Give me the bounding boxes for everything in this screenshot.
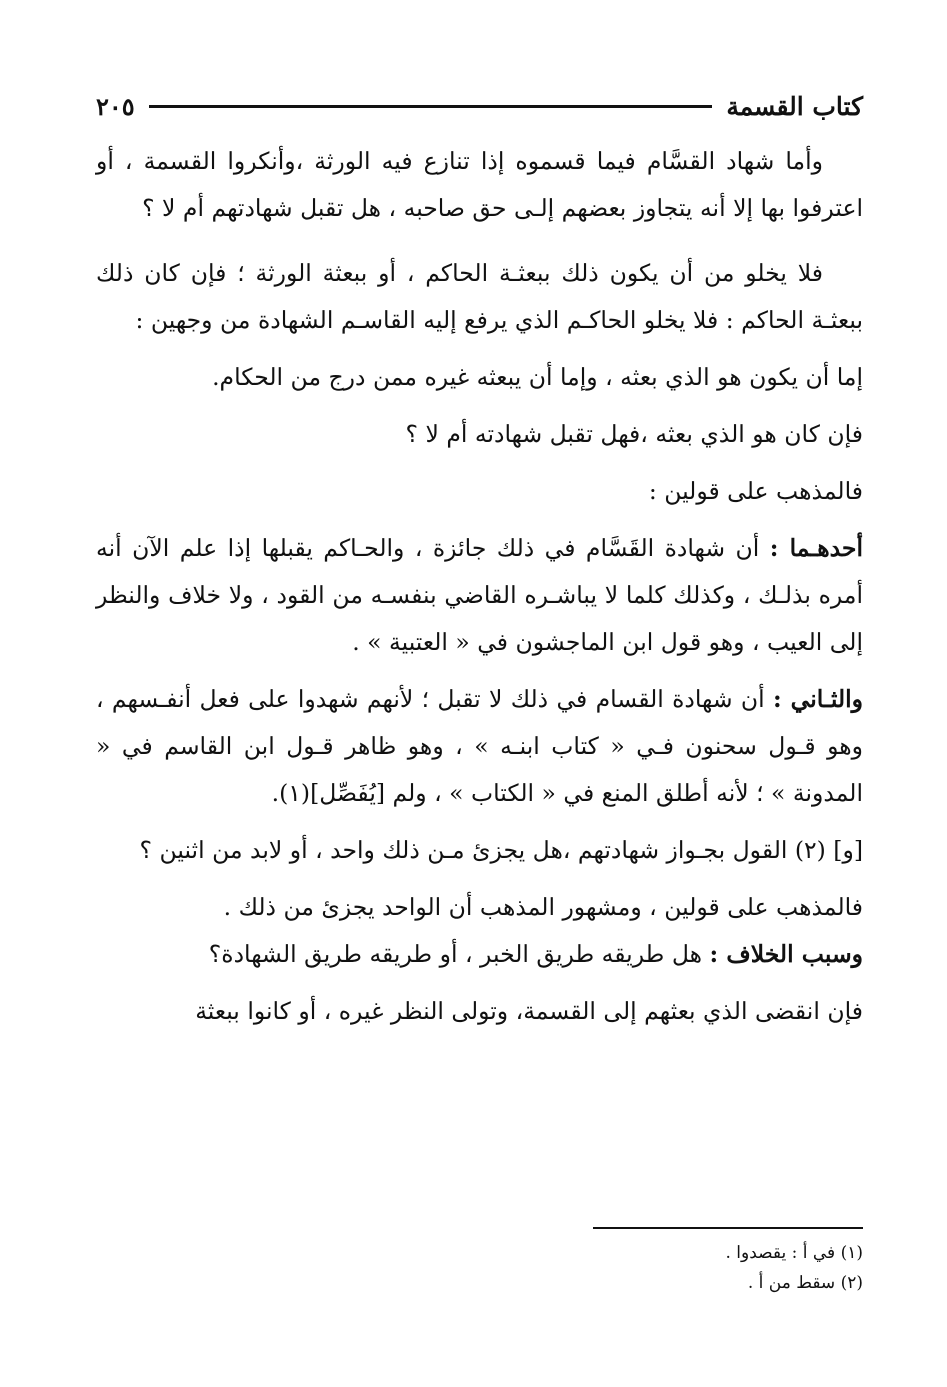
paragraph: إما أن يكون هو الذي بعثه ، وإما أن يبعثه غيره ممن درج من الحكام. xyxy=(212,363,863,391)
header-rule xyxy=(149,105,713,108)
paragraph-second-opinion xyxy=(96,676,863,817)
footnotes xyxy=(263,1238,863,1298)
paragraph: فلا يخلو من أن يكون ذلك ببعثـة الحاكم ، أو ببعثة الورثة ؛ فإن كان ذلك ببعثـة الحاكم : فلا يخلو الحاكـم الذي يرفع إليه القاسـم الشهادة من وجهين : xyxy=(96,259,863,334)
paragraph: [و] (٢) القول بجـواز شهادتهم ،هل يجزئ مـن ذلك واحد ، أو لابد من اثنين ؟ xyxy=(139,836,863,864)
paragraph-lead: أحدهـما : xyxy=(769,534,863,562)
chapter-title: كتاب القسمة xyxy=(726,91,863,121)
paragraph-cause xyxy=(96,931,863,978)
footnote: (١) في أ : يقصدوا . xyxy=(725,1243,863,1263)
paragraph: فالمذهب على قولين : xyxy=(648,477,863,505)
paragraph: فالمذهب على قولين ، ومشهور المذهب أن الواحد يجزئ من ذلك . xyxy=(223,893,863,921)
paragraph-text: هل طريقه طريق الخبر ، أو طريقه طريق الشهادة؟ xyxy=(208,940,710,968)
body-text xyxy=(96,138,863,1035)
paragraph-lead: والثـاني : xyxy=(772,685,863,713)
page-header xyxy=(96,86,863,126)
footnote: (٢) سقط من أ . xyxy=(747,1273,863,1293)
paragraph-first-opinion xyxy=(96,525,863,666)
paragraph-text: أن شهادة القَسَّام في ذلك جائزة ، والحـاكم يقبلها إذا علم الآن أنه أمره بذلـك ، وكذلك كلما لا يباشـره القاضي بنفسـه من القود ، ولا خلاف والنظر إلى العيب ، وهو قول ابن الماجشون في « العتبية » . xyxy=(96,534,863,656)
page-number: ٢٠٥ xyxy=(96,91,135,121)
paragraph: فإن انقضى الذي بعثهم إلى القسمة، وتولى النظر غيره ، أو كانوا ببعثة xyxy=(195,997,863,1025)
footnote-rule xyxy=(593,1227,863,1229)
paragraph: فإن كان هو الذي بعثه ،فهل تقبل شهادته أم لا ؟ xyxy=(405,420,863,448)
paragraph-lead: وسبب الخلاف : xyxy=(709,940,863,968)
paragraph: وأما شهاد القسَّام فيما قسموه إذا تنازع فيه الورثة ،وأنكروا القسمة ، أو اعترفوا بها إلا أنه يتجاوز بعضهم إلـى حق صاحبه ، هل تقبل شهادتهم أم لا ؟ xyxy=(96,147,863,222)
paragraph-text: أن شهادة القسام في ذلك لا تقبل ؛ لأنهم شهدوا على فعل أنفـسهم ، وهو قـول سحنون فـي « كتاب ابنـه » ، وهو ظاهر قـول ابن القاسم في « المدونة » ؛ لأنه أطلق المنع في « الكتاب » ، ولم [يُفَصِّل](١). xyxy=(96,685,863,807)
